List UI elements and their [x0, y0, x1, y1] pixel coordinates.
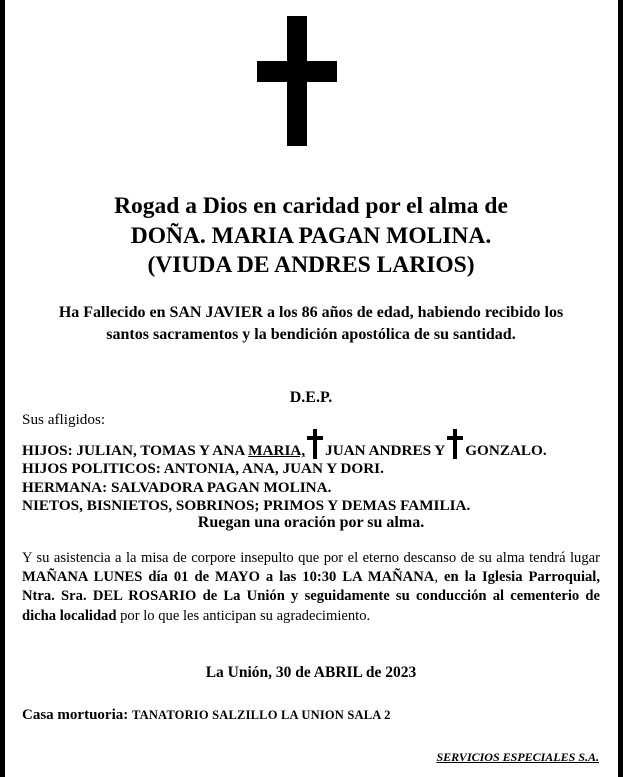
family-hermana: HERMANA: SALVADORA PAGAN MOLINA.	[22, 478, 332, 496]
left-border	[0, 0, 5, 777]
date-line: La Unión, 30 de ABRIL de 2023	[205, 664, 417, 681]
company-signature: SERVICIOS ESPECIALES S.A.	[436, 750, 599, 764]
family-politicos: HIJOS POLITICOS: ANTONIA, ANA, JUAN Y DORI.	[22, 460, 384, 478]
family-list	[22, 411, 607, 515]
mass-location: en la Iglesia Parroquial, Ntra. Sra. DEL ROSARIO de La Unión y seguidamente su conducción al cementerio de dicha localidad	[22, 569, 600, 624]
small-cross-icon	[307, 429, 323, 459]
cross-icon	[257, 16, 337, 146]
funeral-home-label: Casa mortuoria:	[22, 707, 132, 723]
headline	[22, 192, 600, 281]
widow-note: (VIUDA DE ANDRES LARIOS)	[147, 252, 475, 278]
family-hijos	[22, 429, 607, 460]
hijos-maria: MARIA,	[248, 442, 306, 460]
funeral-home-value: TANATORIO SALZILLO LA UNION SALA 2	[131, 708, 391, 722]
dep-text: D.E.P.	[289, 389, 333, 406]
family-nietos: NIETOS, BISNIETOS, SOBRINOS; PRIMOS Y DEMAS FAMILIA.	[22, 496, 471, 514]
prayer-request: Ruegan una oración por su alma.	[197, 514, 425, 531]
hijos-juan: JUAN ANDRES Y	[325, 442, 446, 460]
hijos-gonzalo: GONZALO.	[465, 442, 547, 460]
right-border	[618, 0, 623, 777]
death-notice-text: Ha Fallecido en SAN JAVIER a los 86 años de edad, habiendo recibido los santos sacramentos y la bendición apostólica de su santidad.	[58, 304, 564, 343]
mass-text-2: ,	[434, 569, 444, 586]
deceased-name: DOÑA. MARIA PAGAN MOLINA.	[130, 222, 492, 249]
funeral-home	[22, 705, 391, 725]
headline-line-1: Rogad a Dios en caridad por el alma de	[114, 193, 508, 219]
hijos-prefix: HIJOS: JULIAN, TOMAS Y ANA	[22, 442, 249, 460]
mass-date: MAÑANA LUNES día 01 de MAYO a las 10:30 LA MAÑANA	[22, 569, 435, 586]
mass-announcement	[22, 549, 600, 626]
family-intro: Sus afligidos:	[22, 411, 106, 428]
mass-text-1: Y su asistencia a la misa de corpore insepulto que por el eterno descanso de su alma tendrá lugar	[22, 550, 600, 566]
small-cross-icon	[447, 429, 463, 459]
mass-text-3: por lo que les anticipan su agradecimiento.	[116, 607, 371, 624]
